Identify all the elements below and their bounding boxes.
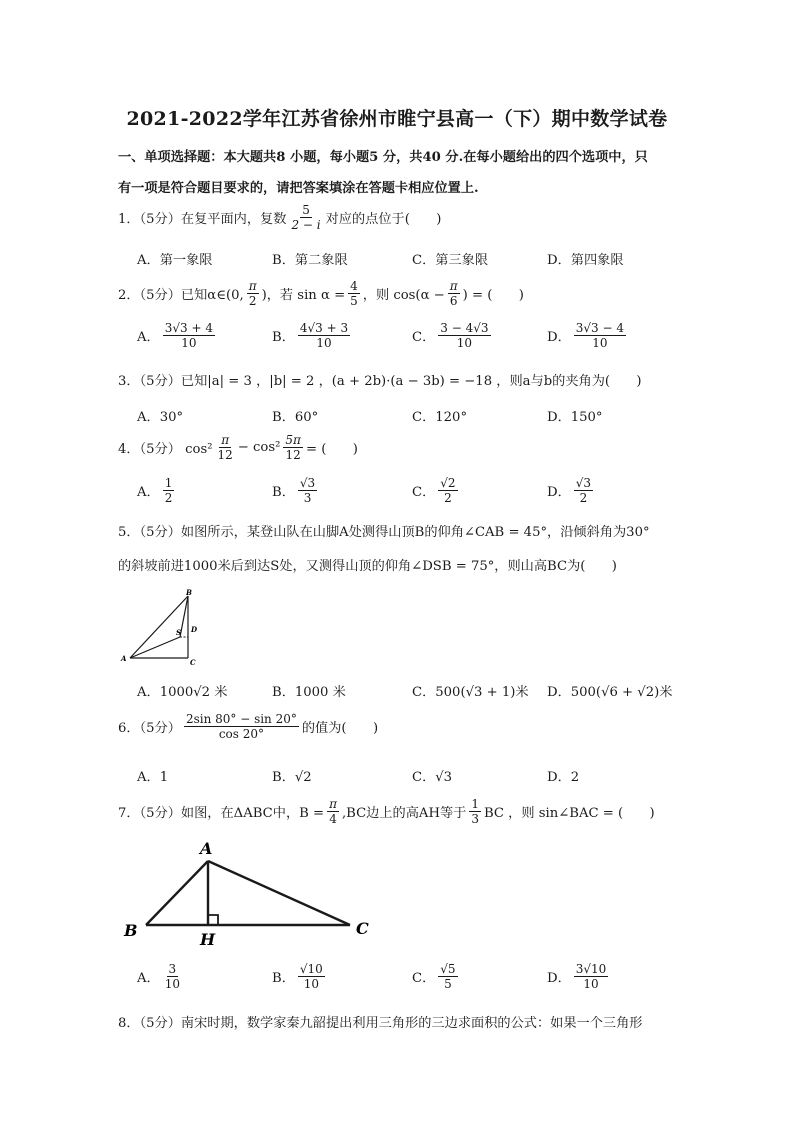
q6-option-a: A．1 bbox=[137, 770, 169, 785]
q2-option-d-den: 10 bbox=[592, 336, 608, 350]
q7-suffix: BC ，则 sin∠BAC = ( ) bbox=[483, 806, 655, 821]
q4-mid: − cos² bbox=[237, 440, 281, 455]
section-heading-line-2: 有一项是符合题目要求的，请把答案填涂在答题卡相应位置上. bbox=[118, 181, 479, 196]
q4-option-b-num: √3 bbox=[299, 476, 316, 490]
q4-option-d bbox=[547, 476, 596, 505]
q2-pi-2: π bbox=[449, 279, 458, 293]
q6-denominator: cos 20° bbox=[218, 727, 264, 741]
q2-option-d bbox=[547, 321, 629, 350]
q2-option-d-label: D． bbox=[547, 330, 571, 345]
q4-option-d-label: D． bbox=[547, 485, 571, 500]
q7-three: 3 bbox=[471, 812, 479, 826]
q7-mid: ,BC边上的高AH等于 bbox=[341, 806, 467, 821]
exam-title: 2021-2022学年江苏省徐州市睢宁县高一（下）期中数学试卷 bbox=[126, 108, 668, 130]
question-5-line-2: 的斜坡前进1000米后到达S处，又测得山顶的仰角∠DSB = 75°，则山高BC为( ) bbox=[118, 559, 617, 574]
question-4 bbox=[118, 433, 358, 462]
q5-label-c: C bbox=[190, 658, 196, 667]
q7-frac-pi-4 bbox=[327, 797, 339, 826]
q2-frac-pi-2 bbox=[247, 279, 259, 308]
q4-option-c bbox=[412, 476, 461, 505]
q7-four: 4 bbox=[329, 812, 337, 826]
q2-option-c-num: 3 − 4√3 bbox=[440, 321, 489, 335]
q7-option-b-den: 10 bbox=[303, 977, 319, 991]
q4-option-a-num: 1 bbox=[164, 476, 173, 490]
q6-option-d: D．2 bbox=[547, 770, 580, 785]
q5-label-a: A bbox=[121, 654, 127, 663]
q7-label-b: B bbox=[124, 921, 138, 940]
q7-option-d-den: 10 bbox=[583, 977, 599, 991]
q2-option-b-den: 10 bbox=[316, 336, 332, 350]
q7-option-a bbox=[137, 962, 185, 991]
q6-option-c: C．√3 bbox=[412, 770, 453, 785]
q2-option-b-num: 4√3 + 3 bbox=[299, 321, 349, 335]
question-7 bbox=[118, 797, 655, 826]
q4-prefix: 4．（5分） cos² bbox=[118, 442, 213, 457]
question-3: 3．（5分）已知|a| = 3 ，|b| = 2 ，(a + 2b)·(a − 3b) = −18 ，则a与b的夹角为( ) bbox=[118, 374, 642, 389]
q4-option-c-label: C． bbox=[412, 485, 436, 500]
q7-option-a-num: 3 bbox=[168, 962, 177, 976]
q7-label-c: C bbox=[356, 919, 369, 938]
q4-twelve: 12 bbox=[217, 448, 233, 462]
q4-frac-5pi-12 bbox=[283, 433, 303, 462]
q7-option-b-label: B． bbox=[272, 971, 295, 986]
q7-option-b-num: √10 bbox=[299, 962, 323, 976]
q1-prefix: 1．（5分）在复平面内，复数 bbox=[118, 212, 287, 227]
q4-option-a-den: 2 bbox=[164, 491, 173, 505]
q7-prefix: 7．（5分）如图，在ΔABC中，B = bbox=[118, 806, 325, 821]
q5-option-c: C．500(√3 + 1)米 bbox=[412, 685, 529, 700]
q1-numerator: 5 bbox=[302, 203, 310, 217]
question-8: 8．（5分）南宋时期，数学家秦九韶提出利用三角形的三边求面积的公式：如果一个三角形 bbox=[118, 1016, 643, 1031]
q2-five: 5 bbox=[350, 294, 358, 308]
q4-option-d-den: 2 bbox=[579, 491, 588, 505]
q4-suffix: = ( ) bbox=[305, 442, 358, 457]
section-heading-line-1: 一、单项选择题：本大题共8 小题，每小题5 分，共40 分.在每小题给出的四个选项中，只 bbox=[118, 150, 648, 165]
q1-option-c: C．第三象限 bbox=[412, 253, 489, 268]
q3-option-a: A．30° bbox=[137, 410, 184, 425]
q2-frac-pi-6 bbox=[448, 279, 460, 308]
q7-option-d bbox=[547, 962, 611, 991]
q7-option-c bbox=[412, 962, 461, 991]
q4-option-b-den: 3 bbox=[303, 491, 312, 505]
q2-prefix: 2．（5分）已知α∈(0, bbox=[118, 288, 244, 303]
q2-mid2: ，则 cos(α − bbox=[362, 288, 445, 303]
q4-option-d-num: √3 bbox=[575, 476, 592, 490]
q2-frac-4-5 bbox=[348, 279, 360, 308]
q5-option-b: B．1000 米 bbox=[272, 685, 346, 700]
q2-option-b bbox=[272, 321, 353, 350]
q5-option-a: A．1000√2 米 bbox=[137, 685, 228, 700]
q4-twelve-2: 12 bbox=[285, 448, 301, 462]
q7-option-d-num: 3√10 bbox=[575, 962, 607, 976]
q2-option-b-label: B． bbox=[272, 330, 295, 345]
q4-option-a-label: A． bbox=[137, 485, 160, 500]
q7-triangle-figure bbox=[118, 838, 378, 950]
q7-option-a-label: A． bbox=[137, 971, 160, 986]
question-2 bbox=[118, 279, 524, 308]
q3-option-b: B．60° bbox=[272, 410, 319, 425]
q2-six: 6 bbox=[449, 294, 458, 308]
q7-one: 1 bbox=[471, 797, 479, 811]
q2-option-a-den: 10 bbox=[181, 336, 197, 350]
q2-option-a-label: A． bbox=[137, 330, 160, 345]
q7-label-a: A bbox=[200, 839, 213, 858]
q7-label-h: H bbox=[200, 930, 216, 949]
q5-label-d: D bbox=[191, 625, 198, 634]
q7-frac-1-3 bbox=[469, 797, 481, 826]
q2-option-c bbox=[412, 321, 494, 350]
q6-suffix: 的值为( ) bbox=[301, 721, 379, 736]
q4-fivepi: 5π bbox=[285, 433, 301, 447]
q7-option-d-label: D． bbox=[547, 971, 571, 986]
q1-option-d: D．第四象限 bbox=[547, 253, 624, 268]
q1-suffix: 对应的点位于( ) bbox=[325, 212, 442, 227]
q2-mid1: )，若 sin α = bbox=[261, 288, 346, 303]
q3-option-d: D．150° bbox=[547, 410, 603, 425]
q7-option-c-num: √5 bbox=[440, 962, 456, 976]
q6-prefix: 6．（5分） bbox=[118, 721, 181, 736]
q4-option-b-label: B． bbox=[272, 485, 295, 500]
q2-option-d-num: 3√3 − 4 bbox=[575, 321, 624, 335]
q4-option-c-den: 2 bbox=[444, 491, 452, 505]
q2-option-c-den: 10 bbox=[456, 336, 473, 350]
q7-option-a-den: 10 bbox=[164, 977, 180, 991]
q5-mountain-figure bbox=[118, 588, 208, 668]
question-5-line-1: 5．（5分）如图所示，某登山队在山脚A处测得山顶B的仰角∠CAB = 45°，沿倾斜角为30° bbox=[118, 525, 650, 540]
q1-denominator: 2 − i bbox=[291, 218, 321, 232]
q3-option-c: C．120° bbox=[412, 410, 468, 425]
q5-label-b: B bbox=[186, 588, 192, 597]
q5-label-s: S bbox=[176, 628, 182, 637]
q6-numerator: 2sin 80° − sin 20° bbox=[185, 712, 297, 726]
question-1 bbox=[118, 203, 441, 232]
q5-option-d: D．500(√6 + √2)米 bbox=[547, 685, 673, 700]
q2-suffix: ) = ( ) bbox=[462, 288, 524, 303]
q6-fraction bbox=[184, 712, 299, 741]
q4-pi: π bbox=[221, 433, 230, 447]
q7-option-b bbox=[272, 962, 328, 991]
q1-option-b: B．第二象限 bbox=[272, 253, 348, 268]
question-6 bbox=[118, 712, 378, 741]
q7-option-c-label: C． bbox=[412, 971, 436, 986]
q1-option-a: A．第一象限 bbox=[137, 253, 213, 268]
q2-two: 2 bbox=[248, 294, 257, 308]
q2-four: 4 bbox=[350, 279, 358, 293]
q4-frac-pi-12 bbox=[216, 433, 235, 462]
q2-option-a-num: 3√3 + 4 bbox=[164, 321, 213, 335]
q2-pi: π bbox=[248, 279, 257, 293]
q2-option-c-label: C． bbox=[412, 330, 436, 345]
q4-option-c-num: √2 bbox=[440, 476, 456, 490]
q4-option-a bbox=[137, 476, 177, 505]
q4-option-b bbox=[272, 476, 320, 505]
q1-fraction bbox=[289, 203, 322, 232]
q2-option-a bbox=[137, 321, 218, 350]
q7-option-c-den: 5 bbox=[444, 977, 452, 991]
q7-pi: π bbox=[329, 797, 337, 811]
q6-option-b: B．√2 bbox=[272, 770, 312, 785]
